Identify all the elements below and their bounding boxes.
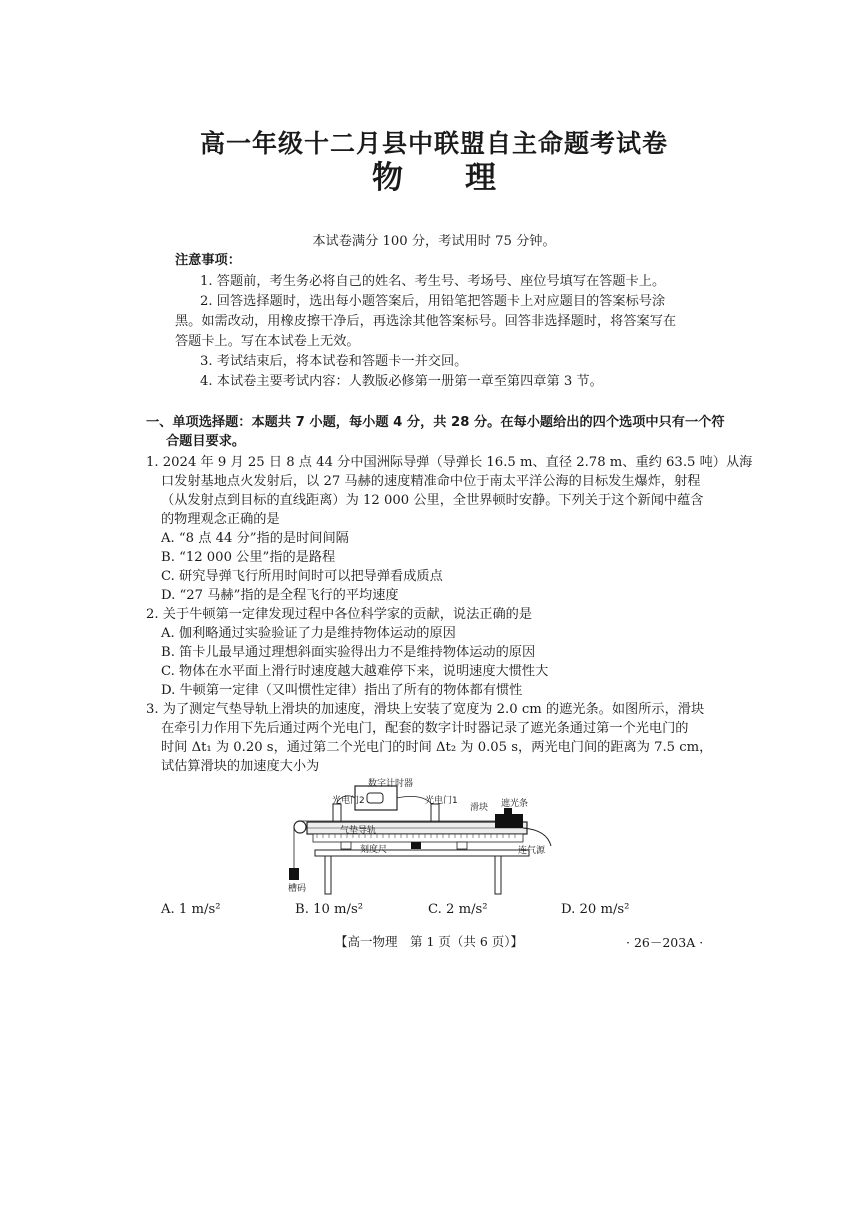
question-option: D. 牛顿第一定律（又叫惯性定律）指出了所有的物体都有惯性 (161, 683, 523, 698)
section-heading-cont: 合题目要求。 (166, 434, 246, 449)
paper-code: · 26－203A · (626, 935, 704, 950)
pulley (294, 821, 306, 833)
question-option: C. 研究导弹飞行所用时间时可以把导弹看成质点 (161, 569, 443, 584)
exam-info: 本试卷满分 100 分，考试用时 75 分钟。 (312, 234, 556, 249)
question-stem: 3. 为了测定气垫导轨上滑块的加速度，滑块上安装了宽度为 2.0 cm 的遮光条。如图所示，滑块 (146, 702, 705, 717)
label-track: 气垫导轨 (340, 826, 377, 836)
notice-line: 2. 回答选择题时，选出每小题答案后，用铅笔把答题卡上对应题目的答案标号涂 (200, 294, 666, 309)
question-stem: 在牵引力作用下先后通过两个光电门，配套的数字计时器记录了遮光条通过第一个光电门的 (161, 721, 689, 736)
notice-line: 答题卡上。写在本试卷上无效。 (175, 334, 360, 349)
air-track-figure (285, 772, 555, 898)
notice-line: 3. 考试结束后，将本试卷和答题卡一并交回。 (200, 354, 468, 369)
question-stem: 2. 关于牛顿第一定律发现过程中各位科学家的贡献，说法正确的是 (146, 607, 533, 622)
hanging-weight (289, 868, 299, 880)
label-ruler: 刻度尺 (360, 845, 388, 855)
notice-heading: 注意事项： (175, 253, 241, 268)
notice-line: 1. 答题前，考生务必将自己的姓名、考生号、考场号、座位号填写在答题卡上。 (200, 274, 666, 289)
question-stem: 1. 2024 年 9 月 25 日 8 点 44 分中国洲际导弹（导弹长 16.5 m、直径 2.78 m、重约 63.5 吨）从海 (146, 455, 753, 470)
label-shade: 遮光条 (501, 799, 529, 809)
question-option: A. 伽利略通过实验验证了力是维持物体运动的原因 (161, 626, 456, 641)
question-option: B. 笛卡儿最早通过理想斜面实验得出力不是维持物体运动的原因 (161, 645, 536, 660)
question-stem: （从发射点到目标的直线距离）为 12 000 公里，全世界顿时安静。下列关于这个新闻中蕴含 (161, 493, 704, 508)
exam-title: 高一年级十二月县中联盟自主命题考试卷 (199, 129, 668, 158)
label-timer: 数字计时器 (368, 779, 414, 789)
page-footer: 【高一物理 第 1 页（共 6 页）】 (335, 934, 524, 949)
question-option: C. 2 m/s² (428, 902, 488, 917)
section-heading: 一、单项选择题：本题共 7 小题，每小题 4 分，共 28 分。在每小题给出的四个选项中只有一个符 (146, 415, 725, 430)
slider-block (495, 814, 523, 828)
label-weight: 槽码 (288, 884, 307, 894)
question-option: A. “8 点 44 分”指的是时间间隔 (161, 531, 349, 546)
label-gate1: 光电门1 (425, 796, 458, 806)
question-option: D. “27 马赫”指的是全程飞行的平均速度 (161, 588, 399, 603)
table-top (315, 850, 529, 856)
label-air: 连气源 (518, 846, 546, 856)
subject-title: 物 理 (372, 160, 496, 196)
question-stem: 试估算滑块的加速度大小为 (161, 759, 320, 774)
notice-line: 黑。如需改动，用橡皮擦干净后，再选涂其他答案标号。回答非选择题时，将答案写在 (175, 314, 677, 329)
question-stem: 时间 Δt₁ 为 0.20 s，通过第二个光电门的时间 Δt₂ 为 0.05 s，两光电门间的距离为 7.5 cm， (161, 740, 713, 755)
label-gate2: 光电门2 (332, 796, 365, 806)
label-slider: 滑块 (470, 803, 489, 813)
question-option: D. 20 m/s² (561, 902, 630, 917)
question-option: C. 物体在水平面上滑行时速度越大越难停下来，说明速度大惯性大 (161, 664, 549, 679)
question-option: B. 10 m/s² (295, 902, 364, 917)
notice-line: 4. 本试卷主要考试内容：人教版必修第一册第一章至第四章第 3 节。 (200, 374, 603, 389)
question-stem: 口发射基地点火发射后，以 27 马赫的速度精准命中位于南太平洋公海的目标发生爆炸，射程 (161, 474, 701, 489)
question-option: B. “12 000 公里”指的是路程 (161, 550, 336, 565)
question-stem: 的物理观念正确的是 (161, 512, 280, 527)
question-option: A. 1 m/s² (161, 902, 221, 917)
